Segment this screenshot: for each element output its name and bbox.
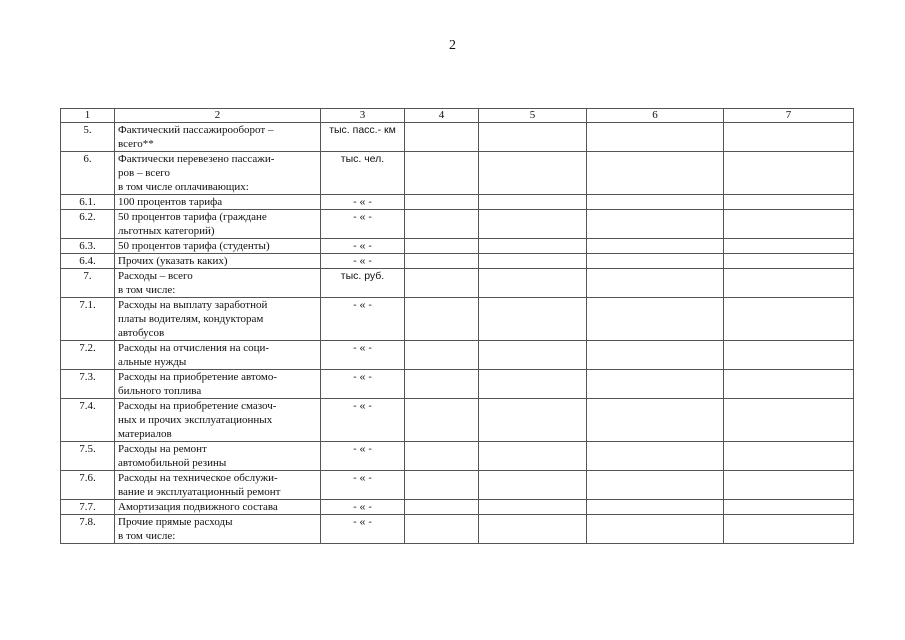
value-cell-col-6 bbox=[587, 269, 724, 298]
value-cell-col-4 bbox=[405, 254, 479, 269]
value-cell-col-7 bbox=[724, 195, 854, 210]
row-unit: - « - bbox=[321, 442, 405, 471]
row-number: 6.1. bbox=[61, 195, 115, 210]
table-header-row bbox=[61, 109, 854, 123]
value-cell-col-4 bbox=[405, 210, 479, 239]
row-unit: - « - bbox=[321, 210, 405, 239]
table-row bbox=[61, 239, 854, 254]
page-number: 2 bbox=[449, 38, 456, 53]
value-cell-col-6 bbox=[587, 471, 724, 500]
row-name: 50 процентов тарифа (граждане льготных категорий) bbox=[115, 210, 321, 239]
value-cell-col-6 bbox=[587, 298, 724, 341]
row-number: 5. bbox=[61, 123, 115, 152]
column-header: 1 bbox=[61, 109, 115, 123]
value-cell-col-6 bbox=[587, 341, 724, 370]
row-unit: тыс. чел. bbox=[321, 152, 405, 195]
value-cell-col-5 bbox=[479, 269, 587, 298]
row-number: 7.8. bbox=[61, 515, 115, 544]
value-cell-col-7 bbox=[724, 254, 854, 269]
value-cell-col-5 bbox=[479, 500, 587, 515]
row-number: 7.3. bbox=[61, 370, 115, 399]
row-name: Расходы на техническое обслужи- вание и эксплуатационный ремонт bbox=[115, 471, 321, 500]
value-cell-col-4 bbox=[405, 399, 479, 442]
value-cell-col-4 bbox=[405, 370, 479, 399]
row-number: 6.2. bbox=[61, 210, 115, 239]
value-cell-col-4 bbox=[405, 471, 479, 500]
column-header: 7 bbox=[724, 109, 854, 123]
row-number: 7.1. bbox=[61, 298, 115, 341]
value-cell-col-5 bbox=[479, 471, 587, 500]
table-row bbox=[61, 500, 854, 515]
value-cell-col-7 bbox=[724, 515, 854, 544]
value-cell-col-7 bbox=[724, 341, 854, 370]
value-cell-col-4 bbox=[405, 123, 479, 152]
row-number: 7.5. bbox=[61, 442, 115, 471]
row-unit: тыс. пасс.- км bbox=[321, 123, 405, 152]
row-unit: - « - bbox=[321, 370, 405, 399]
row-name: Расходы на отчисления на соци- альные нужды bbox=[115, 341, 321, 370]
row-name: Прочие прямые расходы в том числе: bbox=[115, 515, 321, 544]
value-cell-col-7 bbox=[724, 152, 854, 195]
column-header: 6 bbox=[587, 109, 724, 123]
value-cell-col-4 bbox=[405, 442, 479, 471]
row-unit: - « - bbox=[321, 341, 405, 370]
table-row bbox=[61, 195, 854, 210]
value-cell-col-5 bbox=[479, 152, 587, 195]
value-cell-col-4 bbox=[405, 239, 479, 254]
value-cell-col-6 bbox=[587, 210, 724, 239]
value-cell-col-6 bbox=[587, 152, 724, 195]
row-unit: - « - bbox=[321, 399, 405, 442]
row-number: 7.4. bbox=[61, 399, 115, 442]
value-cell-col-6 bbox=[587, 239, 724, 254]
row-name: Расходы на приобретение смазоч- ных и прочих эксплуатационных материалов bbox=[115, 399, 321, 442]
row-unit: - « - bbox=[321, 515, 405, 544]
column-header: 4 bbox=[405, 109, 479, 123]
data-table bbox=[60, 108, 854, 544]
row-number: 7.7. bbox=[61, 500, 115, 515]
value-cell-col-5 bbox=[479, 254, 587, 269]
value-cell-col-5 bbox=[479, 399, 587, 442]
table-row bbox=[61, 370, 854, 399]
row-name: Расходы на выплату заработной платы водителям, кондукторам автобусов bbox=[115, 298, 321, 341]
value-cell-col-7 bbox=[724, 370, 854, 399]
row-name: Амортизация подвижного состава bbox=[115, 500, 321, 515]
value-cell-col-4 bbox=[405, 269, 479, 298]
value-cell-col-5 bbox=[479, 515, 587, 544]
row-number: 7. bbox=[61, 269, 115, 298]
value-cell-col-6 bbox=[587, 399, 724, 442]
row-number: 6.4. bbox=[61, 254, 115, 269]
value-cell-col-7 bbox=[724, 123, 854, 152]
table-row bbox=[61, 269, 854, 298]
value-cell-col-4 bbox=[405, 500, 479, 515]
value-cell-col-7 bbox=[724, 298, 854, 341]
row-unit: - « - bbox=[321, 239, 405, 254]
row-name: Расходы на приобретение автомо- бильного топлива bbox=[115, 370, 321, 399]
value-cell-col-5 bbox=[479, 123, 587, 152]
value-cell-col-7 bbox=[724, 239, 854, 254]
table-row bbox=[61, 471, 854, 500]
row-name: Фактически перевезено пассажи- ров – всего в том числе оплачивающих: bbox=[115, 152, 321, 195]
row-unit: - « - bbox=[321, 471, 405, 500]
column-header: 3 bbox=[321, 109, 405, 123]
value-cell-col-5 bbox=[479, 370, 587, 399]
row-unit: - « - bbox=[321, 195, 405, 210]
value-cell-col-4 bbox=[405, 341, 479, 370]
table-body bbox=[61, 109, 854, 544]
value-cell-col-7 bbox=[724, 399, 854, 442]
value-cell-col-7 bbox=[724, 471, 854, 500]
value-cell-col-6 bbox=[587, 442, 724, 471]
column-header: 5 bbox=[479, 109, 587, 123]
value-cell-col-4 bbox=[405, 515, 479, 544]
row-name: 100 процентов тарифа bbox=[115, 195, 321, 210]
row-unit: - « - bbox=[321, 298, 405, 341]
value-cell-col-5 bbox=[479, 298, 587, 341]
value-cell-col-6 bbox=[587, 370, 724, 399]
value-cell-col-7 bbox=[724, 269, 854, 298]
table-row bbox=[61, 254, 854, 269]
table-row bbox=[61, 442, 854, 471]
value-cell-col-6 bbox=[587, 123, 724, 152]
value-cell-col-4 bbox=[405, 152, 479, 195]
value-cell-col-5 bbox=[479, 195, 587, 210]
value-cell-col-5 bbox=[479, 442, 587, 471]
column-header: 2 bbox=[115, 109, 321, 123]
value-cell-col-5 bbox=[479, 341, 587, 370]
value-cell-col-5 bbox=[479, 210, 587, 239]
table-row bbox=[61, 152, 854, 195]
row-unit: - « - bbox=[321, 254, 405, 269]
value-cell-col-7 bbox=[724, 500, 854, 515]
value-cell-col-6 bbox=[587, 254, 724, 269]
row-unit: тыс. руб. bbox=[321, 269, 405, 298]
row-number: 7.2. bbox=[61, 341, 115, 370]
row-name: 50 процентов тарифа (студенты) bbox=[115, 239, 321, 254]
table-row bbox=[61, 298, 854, 341]
row-number: 6. bbox=[61, 152, 115, 195]
value-cell-col-4 bbox=[405, 195, 479, 210]
table-row bbox=[61, 515, 854, 544]
row-name: Фактический пассажирооборот – всего** bbox=[115, 123, 321, 152]
row-name: Расходы на ремонт автомобильной резины bbox=[115, 442, 321, 471]
row-name: Расходы – всего в том числе: bbox=[115, 269, 321, 298]
table-row bbox=[61, 399, 854, 442]
table-row bbox=[61, 341, 854, 370]
table-row bbox=[61, 123, 854, 152]
row-unit: - « - bbox=[321, 500, 405, 515]
table-row bbox=[61, 210, 854, 239]
value-cell-col-6 bbox=[587, 195, 724, 210]
value-cell-col-6 bbox=[587, 500, 724, 515]
row-name: Прочих (указать каких) bbox=[115, 254, 321, 269]
row-number: 7.6. bbox=[61, 471, 115, 500]
row-number: 6.3. bbox=[61, 239, 115, 254]
value-cell-col-7 bbox=[724, 442, 854, 471]
value-cell-col-6 bbox=[587, 515, 724, 544]
value-cell-col-4 bbox=[405, 298, 479, 341]
value-cell-col-5 bbox=[479, 239, 587, 254]
value-cell-col-7 bbox=[724, 210, 854, 239]
